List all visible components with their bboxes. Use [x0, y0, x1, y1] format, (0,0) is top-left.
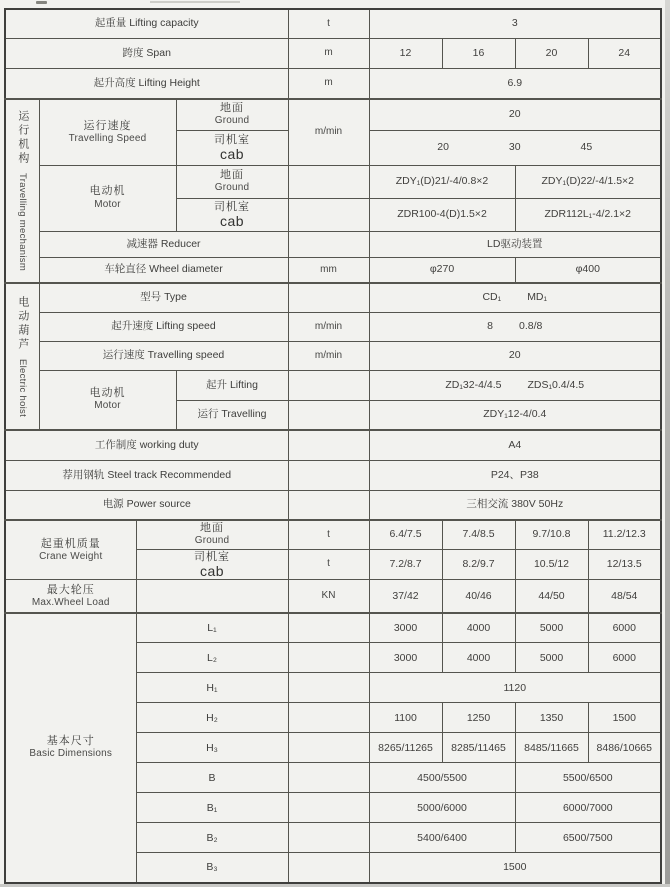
value-b2-1: 5400/6400 [369, 823, 515, 853]
unit-max-wheel-load: KN [288, 580, 369, 613]
value-l2-1: 3000 [369, 643, 442, 673]
row-type [5, 283, 661, 312]
sublabel-motor-ground-en: Ground [214, 182, 250, 194]
value-l1-1: 3000 [369, 613, 442, 643]
crane-spec-table [4, 8, 662, 884]
value-h1: 1120 [369, 673, 661, 703]
hoist-motor-lifting-zd: ZD₁32-4/4.5 [445, 378, 502, 391]
value-cwg-2: 7.4/8.5 [442, 520, 515, 549]
label-lifting-height: 起升高度 Lifting Height [5, 68, 288, 99]
unit-lifting-height: m [288, 68, 369, 99]
value-motor-ground-1: ZDY₁(D)21/-4/0.8×2 [369, 165, 515, 198]
label-hoist-travelling-speed: 运行速度 Travelling speed [39, 341, 288, 370]
label-travelling-speed-zh: 运行速度 [83, 119, 132, 132]
section-travelling-mechanism-zh: 运行机构 [16, 110, 29, 167]
row-lifting-speed [5, 312, 661, 341]
label-crane-weight [5, 520, 136, 580]
unit-power-source [288, 490, 369, 520]
label-working-duty: 工作制度 working duty [5, 430, 288, 460]
sublabel-ground-en: Ground [214, 115, 250, 127]
value-motor-cab-1: ZDR100-4(D)1.5×2 [369, 198, 515, 231]
sublabel-cab-zh: 司机室 [214, 133, 250, 146]
sublabel-cab [176, 130, 288, 165]
label-hoist-motor [39, 370, 176, 430]
label-basic-dimensions-en: Basic Dimensions [29, 748, 113, 760]
value-h3-1: 8265/11265 [369, 733, 442, 763]
label-basic-dimensions-zh: 基本尺寸 [46, 735, 95, 748]
label-motor [39, 165, 176, 231]
label-max-wheel-load [5, 580, 136, 613]
unit-lifting-capacity: t [288, 9, 369, 38]
value-span-16: 16 [442, 38, 515, 68]
sublabel-crane-weight-ground [136, 520, 288, 549]
sublabel-motor-cab [176, 198, 288, 231]
scan-edge-shadow [665, 0, 670, 887]
label-steel-track: 荐用钢轨 Steel track Recommended [5, 460, 288, 490]
unit-wheel-diameter: mm [288, 257, 369, 283]
label-reducer: 减速器 Reducer [39, 231, 288, 257]
value-l2-4: 6000 [588, 643, 661, 673]
value-wheel-diameter-400: φ400 [515, 257, 661, 283]
sublabel-dim-b2: B₂ [136, 823, 288, 853]
unit-span: m [288, 38, 369, 68]
value-b2-2: 6500/7500 [515, 823, 661, 853]
label-motor-zh: 电动机 [89, 185, 126, 198]
value-lifting-capacity: 3 [369, 9, 661, 38]
unit-hoist-motor-lifting [288, 370, 369, 400]
sublabel-ground-zh: 地面 [220, 102, 244, 115]
label-power-source: 电源 Power source [5, 490, 288, 520]
sublabel-ground [176, 99, 288, 130]
value-mwl-4: 48/54 [588, 580, 661, 613]
row-lifting-height [5, 68, 661, 99]
value-travelling-speed-cab [369, 130, 661, 165]
value-span-24: 24 [588, 38, 661, 68]
value-l1-3: 5000 [515, 613, 588, 643]
value-hoist-motor-lifting [369, 370, 661, 400]
section-electric-hoist-en: Electric hoist [16, 358, 28, 418]
section-electric-hoist-zh: 电动葫芦 [16, 295, 29, 352]
value-b-1: 4500/5500 [369, 763, 515, 793]
section-electric-hoist [5, 283, 39, 430]
value-cwg-4: 11.2/12.3 [588, 520, 661, 549]
value-power-source: 三相交流 380V 50Hz [369, 490, 661, 520]
unit-dim-l2 [288, 643, 369, 673]
hoist-motor-lifting-values [372, 379, 659, 392]
lifting-speed-088: 0.8/8 [519, 320, 543, 333]
unit-hoist-motor-travelling [288, 400, 369, 430]
value-cwg-3: 9.7/10.8 [515, 520, 588, 549]
sublabel-dim-b: B [136, 763, 288, 793]
scan-artifact [36, 1, 47, 4]
sublabel-max-wheel-load-empty [136, 580, 288, 613]
unit-type [288, 283, 369, 312]
unit-crane-weight-ground: t [288, 520, 369, 549]
row-hoist-motor-lifting [5, 370, 661, 400]
unit-steel-track [288, 460, 369, 490]
unit-hoist-travelling-speed: m/min [288, 341, 369, 370]
sublabel-cab-en: cab [219, 145, 245, 162]
row-motor-ground [5, 165, 661, 198]
section-travelling-mechanism-en: Travelling mechanism [16, 173, 28, 272]
type-cd1: CD₁ [482, 291, 502, 304]
unit-dim-h2 [288, 703, 369, 733]
cab-speed-values [372, 141, 659, 155]
unit-dim-b3 [288, 853, 369, 883]
hoist-motor-lifting-zds: ZDS₁0.4/4.5 [527, 378, 585, 391]
value-b1-1: 5000/6000 [369, 793, 515, 823]
value-b-2: 5500/6500 [515, 763, 661, 793]
unit-motor-ground [288, 165, 369, 198]
label-travelling-speed-en: Travelling Speed [68, 132, 147, 144]
value-h2-4: 1500 [588, 703, 661, 733]
unit-travelling-speed: m/min [288, 99, 369, 165]
label-motor-en: Motor [94, 198, 121, 210]
sublabel-dim-b3: B₃ [136, 853, 288, 883]
value-cwc-2: 8.2/9.7 [442, 549, 515, 580]
sublabel-dim-h3: H₃ [136, 733, 288, 763]
value-hoist-travelling-speed: 20 [369, 341, 661, 370]
sublabel-motor-cab-en: cab [219, 212, 245, 229]
label-travelling-speed [39, 99, 176, 165]
value-cwc-1: 7.2/8.7 [369, 549, 442, 580]
unit-dim-b2 [288, 823, 369, 853]
sublabel-crane-weight-ground-en: Ground [194, 535, 230, 547]
unit-lifting-speed: m/min [288, 312, 369, 341]
sublabel-dim-l2: L₂ [136, 643, 288, 673]
value-mwl-2: 40/46 [442, 580, 515, 613]
label-hoist-motor-en: Motor [94, 400, 121, 412]
value-h3-3: 8485/11665 [515, 733, 588, 763]
value-type [369, 283, 661, 312]
value-h3-4: 8486/10665 [588, 733, 661, 763]
value-motor-cab-2: ZDR112L₁-4/2.1×2 [515, 198, 661, 231]
sublabel-motor-ground-zh: 地面 [220, 168, 244, 181]
value-b1-2: 6000/7000 [515, 793, 661, 823]
value-reducer: LD驱动装置 [369, 231, 661, 257]
value-mwl-3: 44/50 [515, 580, 588, 613]
label-span: 跨度 Span [5, 38, 288, 68]
value-h2-1: 1100 [369, 703, 442, 733]
sublabel-motor-ground [176, 165, 288, 198]
unit-working-duty [288, 430, 369, 460]
sublabel-dim-l1: L₁ [136, 613, 288, 643]
value-wheel-diameter-270: φ270 [369, 257, 515, 283]
row-lifting-capacity [5, 9, 661, 38]
value-h3-2: 8285/11465 [442, 733, 515, 763]
value-steel-track: P24、P38 [369, 460, 661, 490]
scan-artifact [150, 1, 240, 3]
sublabel-hoist-lifting: 起升 Lifting [176, 370, 288, 400]
row-steel-track [5, 460, 661, 490]
sublabel-hoist-travelling: 运行 Travelling [176, 400, 288, 430]
sublabel-motor-cab-zh: 司机室 [214, 200, 250, 213]
row-dim-l1 [5, 613, 661, 643]
value-travelling-speed-ground: 20 [369, 99, 661, 130]
value-hoist-motor-travelling: ZDY₁12-4/0.4 [369, 400, 661, 430]
sublabel-crane-weight-cab-en: cab [199, 562, 225, 579]
unit-dim-l1 [288, 613, 369, 643]
sublabel-dim-h2: H₂ [136, 703, 288, 733]
unit-dim-b [288, 763, 369, 793]
label-max-wheel-load-zh: 最大轮压 [46, 583, 95, 596]
lifting-speed-8: 8 [487, 320, 493, 333]
label-lifting-capacity: 起重量 Lifting capacity [5, 9, 288, 38]
label-max-wheel-load-en: Max.Wheel Load [31, 596, 110, 608]
cab-speed-20: 20 [437, 140, 449, 153]
row-max-wheel-load [5, 580, 661, 613]
row-travelling-speed-ground [5, 99, 661, 130]
unit-dim-b1 [288, 793, 369, 823]
value-b3: 1500 [369, 853, 661, 883]
value-span-20: 20 [515, 38, 588, 68]
value-l2-2: 4000 [442, 643, 515, 673]
value-cwg-1: 6.4/7.5 [369, 520, 442, 549]
label-lifting-speed: 起升速度 Lifting speed [39, 312, 288, 341]
type-values [372, 291, 659, 304]
value-l1-2: 4000 [442, 613, 515, 643]
unit-reducer [288, 231, 369, 257]
cab-speed-45: 45 [580, 140, 593, 153]
row-span [5, 38, 661, 68]
label-basic-dimensions [5, 613, 136, 883]
label-crane-weight-en: Crane Weight [39, 550, 103, 562]
sublabel-dim-b1: B₁ [136, 793, 288, 823]
value-working-duty: A4 [369, 430, 661, 460]
cab-speed-30: 30 [508, 140, 521, 153]
unit-crane-weight-cab: t [288, 549, 369, 580]
row-hoist-travelling-speed [5, 341, 661, 370]
value-lifting-speed [369, 312, 661, 341]
value-l1-4: 6000 [588, 613, 661, 643]
sublabel-crane-weight-cab-zh: 司机室 [194, 550, 230, 563]
row-working-duty [5, 430, 661, 460]
value-cwc-4: 12/13.5 [588, 549, 661, 580]
row-reducer [5, 231, 661, 257]
row-crane-weight-ground [5, 520, 661, 549]
sublabel-crane-weight-cab [136, 549, 288, 580]
value-motor-ground-2: ZDY₁(D)22/-4/1.5×2 [515, 165, 661, 198]
lifting-speed-values [372, 320, 659, 333]
value-span-12: 12 [369, 38, 442, 68]
type-md1: MD₁ [527, 291, 548, 304]
label-type: 型号 Type [39, 283, 288, 312]
unit-motor-cab [288, 198, 369, 231]
value-lifting-height: 6.9 [369, 68, 661, 99]
unit-dim-h1 [288, 673, 369, 703]
value-h2-2: 1250 [442, 703, 515, 733]
value-h2-3: 1350 [515, 703, 588, 733]
section-travelling-mechanism [5, 99, 39, 283]
sublabel-crane-weight-ground-zh: 地面 [200, 522, 224, 535]
label-crane-weight-zh: 起重机质量 [40, 537, 101, 550]
value-cwc-3: 10.5/12 [515, 549, 588, 580]
value-mwl-1: 37/42 [369, 580, 442, 613]
row-power-source [5, 490, 661, 520]
sublabel-dim-h1: H₁ [136, 673, 288, 703]
label-wheel-diameter: 车轮直径 Wheel diameter [39, 257, 288, 283]
label-hoist-motor-zh: 电动机 [89, 387, 126, 400]
value-l2-3: 5000 [515, 643, 588, 673]
unit-dim-h3 [288, 733, 369, 763]
row-wheel-diameter [5, 257, 661, 283]
